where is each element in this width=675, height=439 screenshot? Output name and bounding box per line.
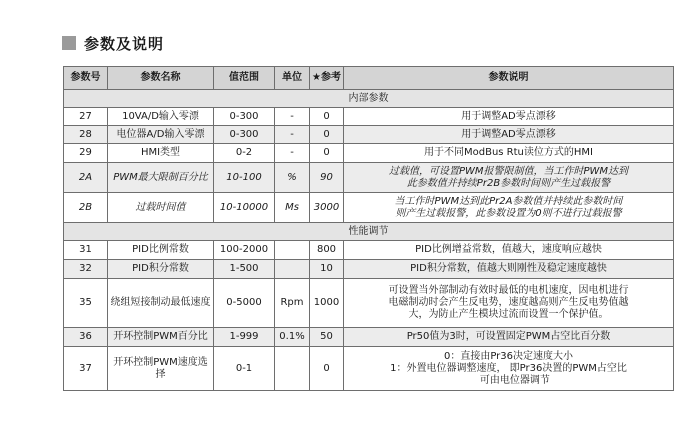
description-line: 大，为防止产生模块过流而设置一个保护值。 bbox=[408, 309, 609, 320]
param-no-cell: 28 bbox=[64, 126, 108, 144]
header-description: 参数说明 bbox=[344, 67, 674, 90]
description-cell bbox=[344, 241, 674, 260]
description-line: 则产生过载报警，此参数设置为0则不进行过载报警 bbox=[395, 207, 622, 219]
heading-square-icon bbox=[62, 36, 76, 50]
description-cell bbox=[344, 260, 674, 279]
param-name-cell: 开环控制PWM百分比 bbox=[108, 328, 214, 347]
table-row bbox=[64, 126, 674, 144]
page-title: 参数及说明 bbox=[84, 34, 165, 53]
table-row bbox=[64, 241, 674, 260]
description-cell bbox=[344, 108, 674, 126]
table-row bbox=[64, 279, 674, 328]
section-label: 性能调节 bbox=[64, 223, 674, 241]
reference-cell: 0 bbox=[310, 347, 344, 391]
description-cell bbox=[344, 328, 674, 347]
description-line: 用于不同ModBus Rtu读位方式的HMI bbox=[424, 147, 593, 158]
description-cell bbox=[344, 193, 674, 223]
unit-cell bbox=[275, 241, 310, 260]
unit-cell: - bbox=[275, 144, 310, 163]
reference-cell: 50 bbox=[310, 328, 344, 347]
param-name-cell: PID比例常数 bbox=[108, 241, 214, 260]
section-label: 内部参数 bbox=[64, 90, 674, 108]
description-line: PID比例增益常数，值越大，速度响应越快 bbox=[415, 244, 602, 255]
description-cell bbox=[344, 347, 674, 391]
description-cell bbox=[344, 279, 674, 328]
range-cell: 0-2 bbox=[214, 144, 275, 163]
reference-cell: 1000 bbox=[310, 279, 344, 328]
range-cell: 100-2000 bbox=[214, 241, 275, 260]
description-line: 此参数值并持续Pr2B参数时间则产生过载报警 bbox=[406, 177, 611, 189]
description-line: 用于调整AD零点漂移 bbox=[461, 128, 556, 140]
param-name-cell: PWM最大限制百分比 bbox=[108, 163, 214, 193]
param-name-cell: 开环控制PWM速度选择 bbox=[108, 347, 214, 391]
range-cell: 0-5000 bbox=[214, 279, 275, 328]
header-reference: ★参考 bbox=[310, 67, 344, 90]
description-line: Pr50值为3时，可设置固定PWM占空比百分数 bbox=[406, 331, 611, 342]
unit-cell: Rpm bbox=[275, 279, 310, 328]
param-name-cell: 10VA/D输入零漂 bbox=[108, 108, 214, 126]
parameter-table bbox=[63, 66, 674, 391]
range-cell: 10-10000 bbox=[214, 193, 275, 223]
header-unit: 单位 bbox=[275, 67, 310, 90]
param-name-cell: 绕组短接制动最低速度 bbox=[108, 279, 214, 328]
param-name-cell: 电位器A/D输入零漂 bbox=[108, 126, 214, 144]
param-no-cell: 37 bbox=[64, 347, 108, 391]
section-row bbox=[64, 90, 674, 108]
section-heading bbox=[62, 33, 164, 53]
description-cell bbox=[344, 126, 674, 144]
unit-cell: - bbox=[275, 126, 310, 144]
param-no-cell: 31 bbox=[64, 241, 108, 260]
reference-cell: 0 bbox=[310, 126, 344, 144]
table-row bbox=[64, 163, 674, 193]
description-line: PID积分常数，值越大则刚性及稳定速度越快 bbox=[410, 263, 607, 274]
param-no-cell: 36 bbox=[64, 328, 108, 347]
param-no-cell: 2A bbox=[64, 163, 108, 193]
param-name-cell: 过载时间值 bbox=[108, 193, 214, 223]
section-row bbox=[64, 223, 674, 241]
description-cell bbox=[344, 144, 674, 163]
param-no-cell: 32 bbox=[64, 260, 108, 279]
range-cell: 0-300 bbox=[214, 108, 275, 126]
unit-cell: 0.1% bbox=[275, 328, 310, 347]
param-name-cell: PID积分常数 bbox=[108, 260, 214, 279]
description-line: 可设置当外部制动有效时最低的电机速度，因电机进行 bbox=[388, 285, 629, 296]
header-param-name: 参数名称 bbox=[108, 67, 214, 90]
table-header-row bbox=[64, 67, 674, 90]
param-no-cell: 35 bbox=[64, 279, 108, 328]
reference-cell: 0 bbox=[310, 144, 344, 163]
param-no-cell: 27 bbox=[64, 108, 108, 126]
description-line: 电磁制动时会产生反电势，速度越高则产生反电势值越 bbox=[388, 297, 629, 308]
description-line: 可由电位器调节 bbox=[467, 374, 550, 386]
description-line: 0：直接由Pr36决定速度大小 bbox=[443, 350, 574, 362]
description-cell bbox=[344, 163, 674, 193]
range-cell: 0-1 bbox=[214, 347, 275, 391]
unit-cell: - bbox=[275, 108, 310, 126]
param-name-cell: HMI类型 bbox=[108, 144, 214, 163]
header-range: 值范围 bbox=[214, 67, 275, 90]
range-cell: 0-300 bbox=[214, 126, 275, 144]
unit-cell: Ms bbox=[275, 193, 310, 223]
description-line: 过载值，可设置PWM报警限制值，当工作时PWM达到 bbox=[388, 165, 629, 177]
table-row bbox=[64, 328, 674, 347]
table-row bbox=[64, 193, 674, 223]
reference-cell: 3000 bbox=[310, 193, 344, 223]
table-row bbox=[64, 144, 674, 163]
description-line: 1：外置电位器调整速度， 即Pr36决置的PWM占空比 bbox=[390, 362, 627, 374]
table-row bbox=[64, 347, 674, 391]
reference-cell: 800 bbox=[310, 241, 344, 260]
table-row bbox=[64, 260, 674, 279]
range-cell: 10-100 bbox=[214, 163, 275, 193]
description-line: 用于调整AD零点漂移 bbox=[461, 110, 556, 122]
param-no-cell: 2B bbox=[64, 193, 108, 223]
unit-cell bbox=[275, 347, 310, 391]
unit-cell: % bbox=[275, 163, 310, 193]
range-cell: 1-999 bbox=[214, 328, 275, 347]
reference-cell: 10 bbox=[310, 260, 344, 279]
table-row bbox=[64, 108, 674, 126]
unit-cell bbox=[275, 260, 310, 279]
reference-cell: 90 bbox=[310, 163, 344, 193]
range-cell: 1-500 bbox=[214, 260, 275, 279]
param-no-cell: 29 bbox=[64, 144, 108, 163]
header-param-no: 参数号 bbox=[64, 67, 108, 90]
reference-cell: 0 bbox=[310, 108, 344, 126]
description-line: 当工作时PWM达到此Pr2A参数值并持续此参数时间 bbox=[394, 195, 623, 207]
